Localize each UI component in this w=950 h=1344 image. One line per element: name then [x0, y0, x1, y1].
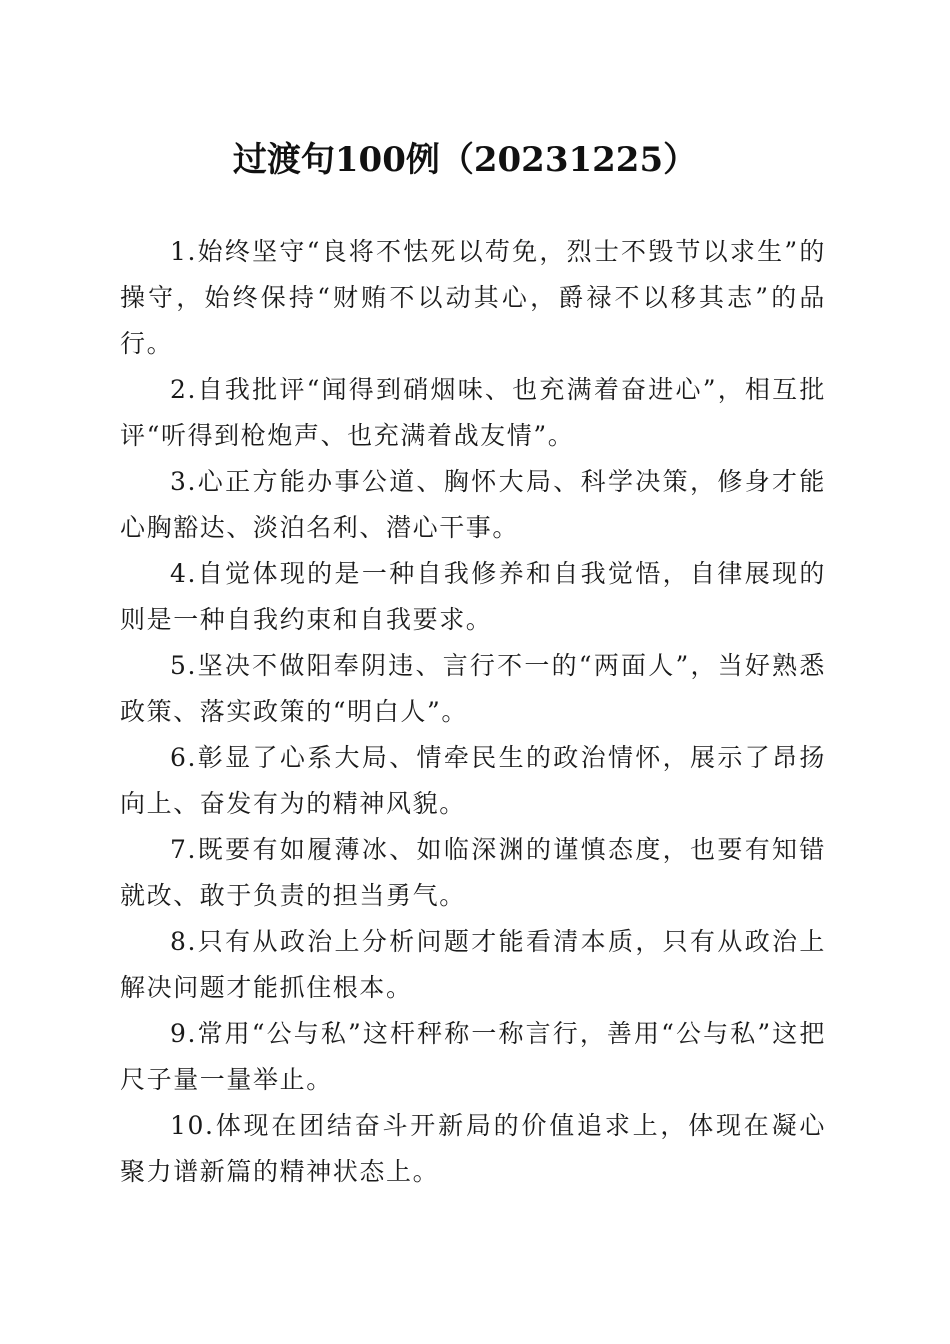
paragraph-7: 7.既要有如履薄冰、如临深渊的谨慎态度，也要有知错就改、敢于负责的担当勇气。: [120, 835, 826, 910]
document-title: 过渡句100例（20231225）: [232, 140, 698, 180]
paragraph-5: 5.坚决不做阳奉阴违、言行不一的“两面人”，当好熟悉政策、落实政策的“明白人”。: [120, 651, 826, 726]
document-body: [120, 229, 826, 1195]
paragraph-10: 10.体现在团结奋斗开新局的价值追求上，体现在凝心聚力谱新篇的精神状态上。: [120, 1111, 826, 1186]
paragraph-9: 9.常用“公与私”这杆秤称一称言行，善用“公与私”这把尺子量一量举止。: [120, 1019, 826, 1094]
paragraph-2: 2.自我批评“闻得到硝烟味、也充满着奋进心”，相互批评“听得到枪炮声、也充满着战友情”。: [120, 375, 826, 450]
paragraph-3: 3.心正方能办事公道、胸怀大局、科学决策，修身才能心胸豁达、淡泊名利、潜心干事。: [120, 467, 826, 542]
paragraph-8: 8.只有从政治上分析问题才能看清本质，只有从政治上解决问题才能抓住根本。: [120, 927, 826, 1002]
paragraph-6: 6.彰显了心系大局、情牵民生的政治情怀，展示了昂扬向上、奋发有为的精神风貌。: [120, 743, 826, 818]
paragraph-1: 1.始终坚守“良将不怯死以苟免，烈士不毁节以求生”的操守，始终保持“财贿不以动其心，爵禄不以移其志”的品行。: [120, 237, 826, 358]
paragraph-4: 4.自觉体现的是一种自我修养和自我觉悟，自律展现的则是一种自我约束和自我要求。: [120, 559, 826, 634]
